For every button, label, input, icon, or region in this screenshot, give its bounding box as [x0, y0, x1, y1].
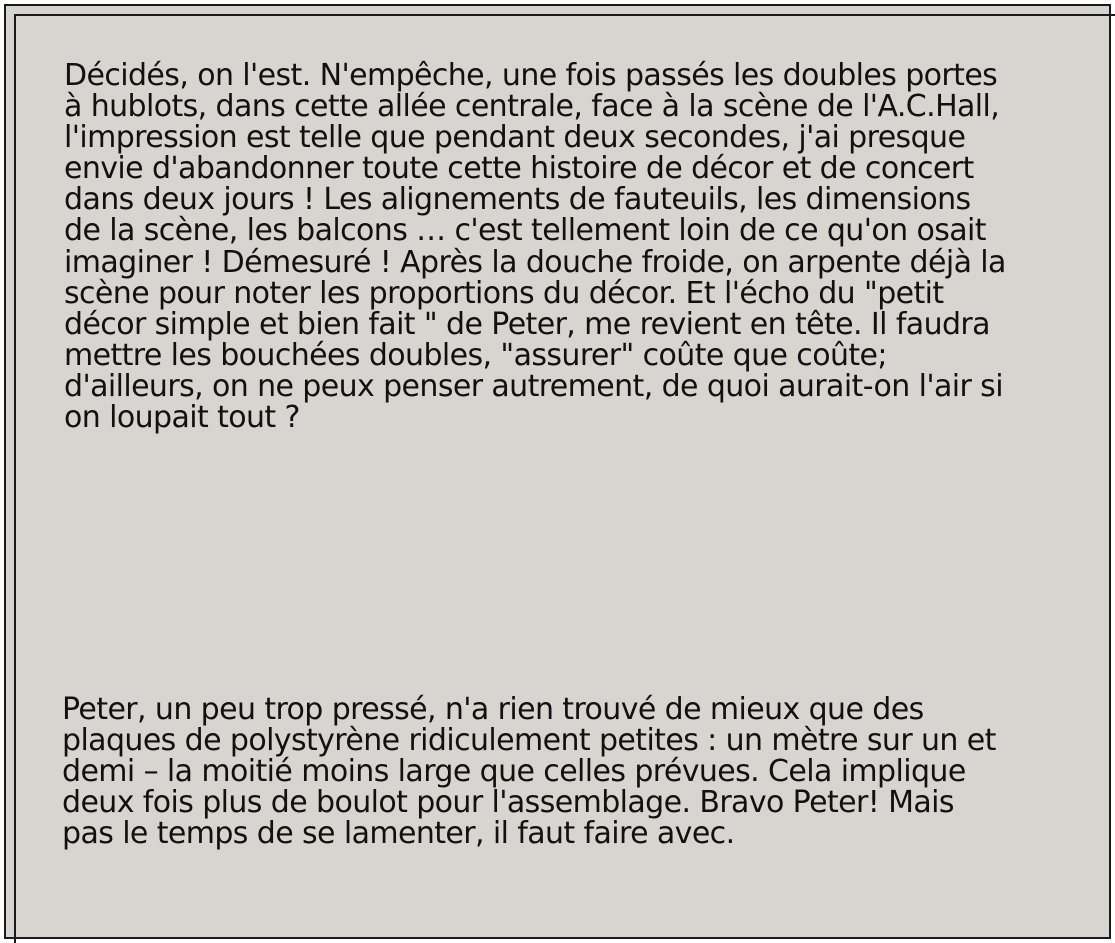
- paragraph-second: Peter, un peu trop pressé, n'a rien trouvé de mieux que des plaques de polystyrène ridiculement petites : un mètre sur un et demi – la moitié moins large que celles prévues. Cela implique deux fois plus de boulot pour l'assemblage. Bravo Peter! Mais pas le temps de se lamenter, il faut faire avec.: [62, 692, 996, 852]
- paragraph-first: Décidés, on l'est. N'empêche, une fois passés les doubles portes à hublots, dans cette allée centrale, face à la scène de l'A.C.Hall, l'impression est telle que pendant deux secondes, j'ai presque envie d'abandonner toute cette histoire de décor et de concert dans deux jours ! Les alignements de fauteuils, les dimensions de la scène, les balcons … c'est tellement loin de ce qu'on osait imaginer ! Démesuré ! Après la douche froide, on arpente déjà la scène pour noter les proportions du décor. Et l'écho du "petit décor simple et bien fait " de Peter, me revient en tête. Il faudra mettre les bouchées doubles, "assurer" coûte que coûte; d'ailleurs, on ne peux penser autrement, de quoi aurait-on l'air si on loupait tout ?: [64, 58, 1006, 436]
